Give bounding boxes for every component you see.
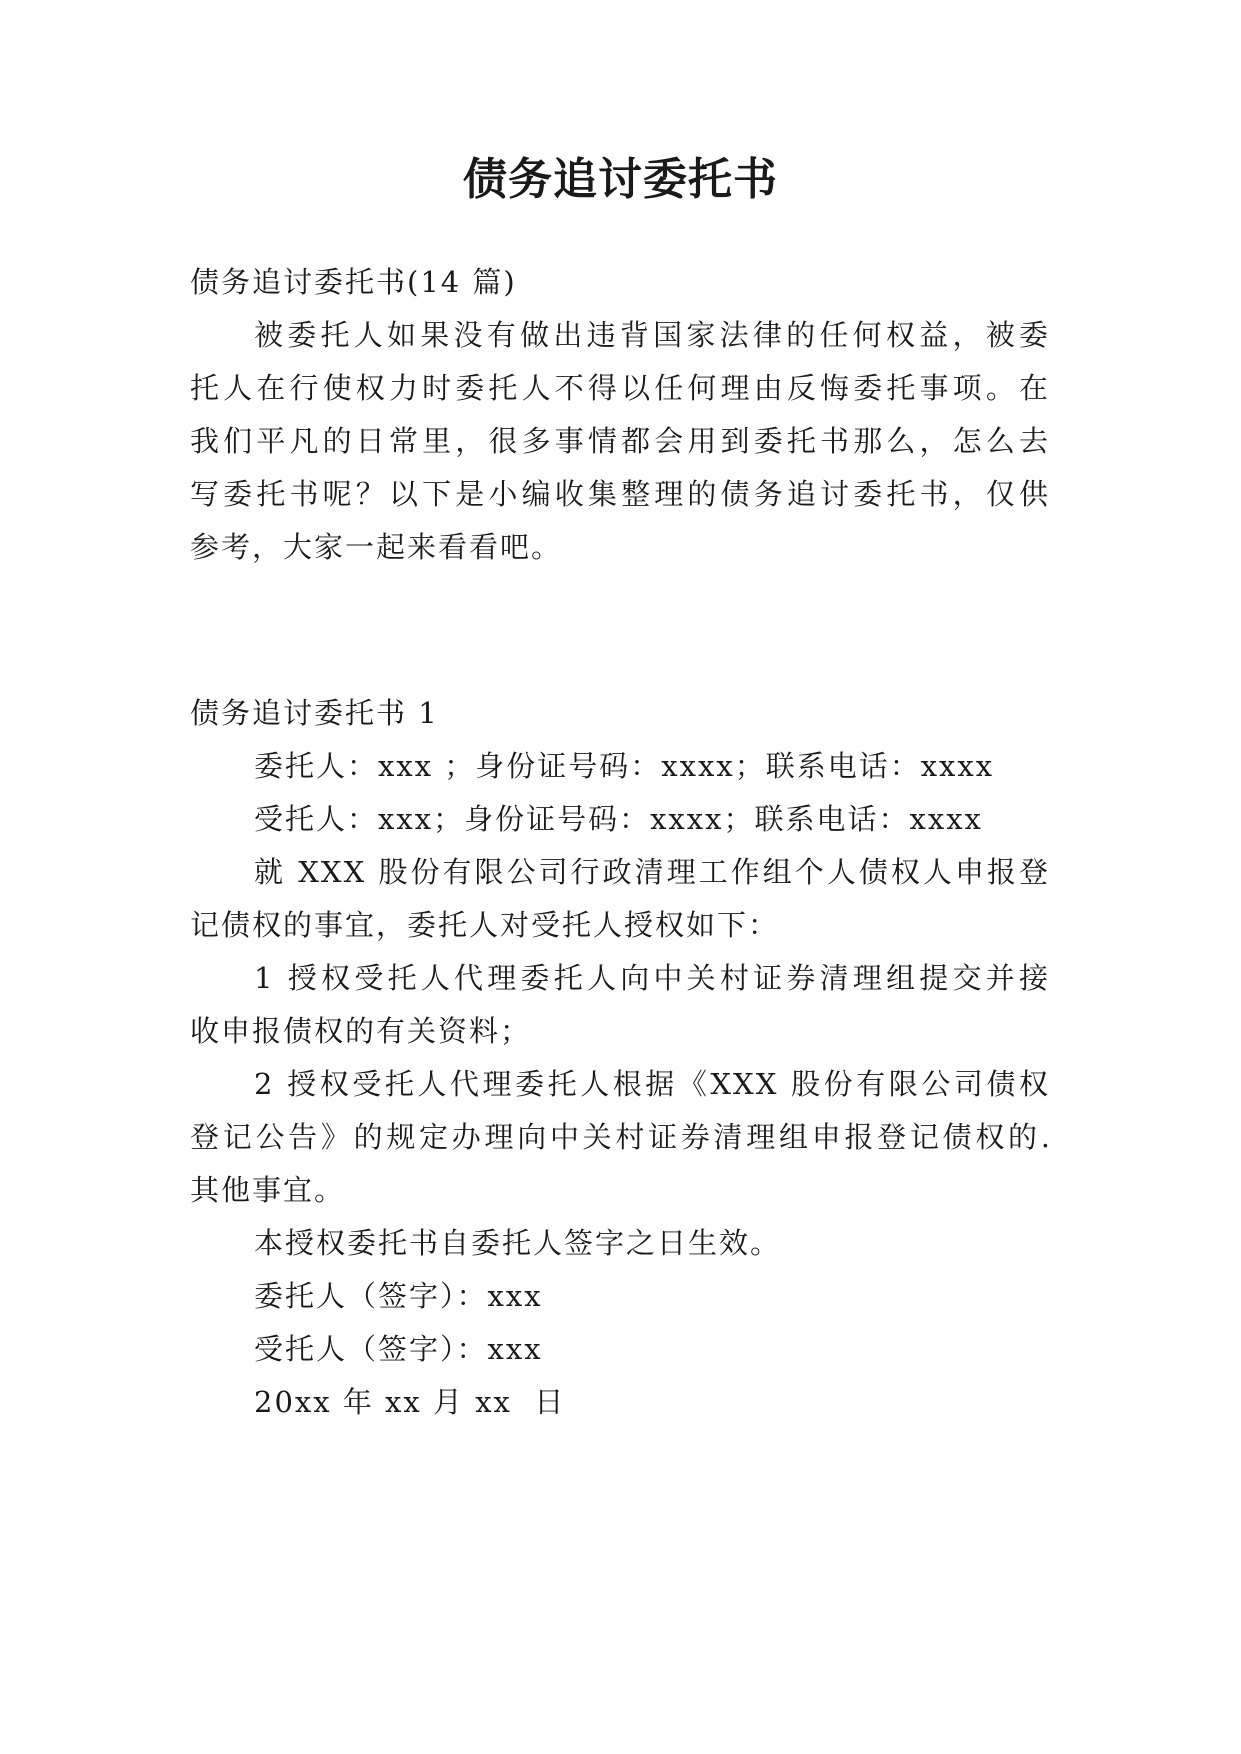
item1-line-1: 1 授权受托人代理委托人向中关村证券清理组提交并接 xyxy=(254,961,1050,995)
principal-info-line: 委托人：xxx ；身份证号码：xxxx；联系电话：xxxx xyxy=(254,749,995,783)
intro-line-5: 参考，大家一起来看看吧。 xyxy=(190,530,563,564)
item2-line-1: 2 授权受托人代理委托人根据《XXX 股份有限公司债权 xyxy=(254,1067,1050,1101)
item1-line-2: 收申报债权的有关资料； xyxy=(190,1014,532,1048)
document-title: 债务追讨委托书 xyxy=(463,154,778,205)
date-line: 20xx 年 xx 月 xx 日 xyxy=(254,1385,566,1419)
item2-line-2: 登记公告》的规定办理向中关村证券清理组申报登记债权的. xyxy=(190,1120,1050,1154)
section1-heading: 债务追讨委托书 1 xyxy=(190,696,439,730)
intro-line-4: 写委托书呢？以下是小编收集整理的债务追讨委托书，仅供 xyxy=(190,477,1050,511)
intro-line-3: 我们平凡的日常里，很多事情都会用到委托书那么，怎么去 xyxy=(190,424,1050,458)
agent-signature-line: 受托人（签字）：xxx xyxy=(254,1332,543,1366)
principal-signature-line: 委托人（签字）：xxx xyxy=(254,1279,543,1313)
agent-info-line: 受托人：xxx；身份证号码：xxxx；联系电话：xxxx xyxy=(254,802,983,836)
matter-line-2: 记债权的事宜，委托人对受托人授权如下： xyxy=(190,908,780,942)
document-subtitle: 债务追讨委托书(14 篇) xyxy=(190,265,517,299)
item2-line-3: 其他事宜。 xyxy=(190,1173,346,1207)
matter-line-1: 就 XXX 股份有限公司行政清理工作组个人债权人申报登 xyxy=(254,855,1050,889)
intro-line-1: 被委托人如果没有做出违背国家法律的任何权益，被委 xyxy=(254,318,1050,352)
intro-line-2: 托人在行使权力时委托人不得以任何理由反悔委托事项。在 xyxy=(190,371,1050,405)
effective-line: 本授权委托书自委托人签字之日生效。 xyxy=(254,1226,782,1260)
